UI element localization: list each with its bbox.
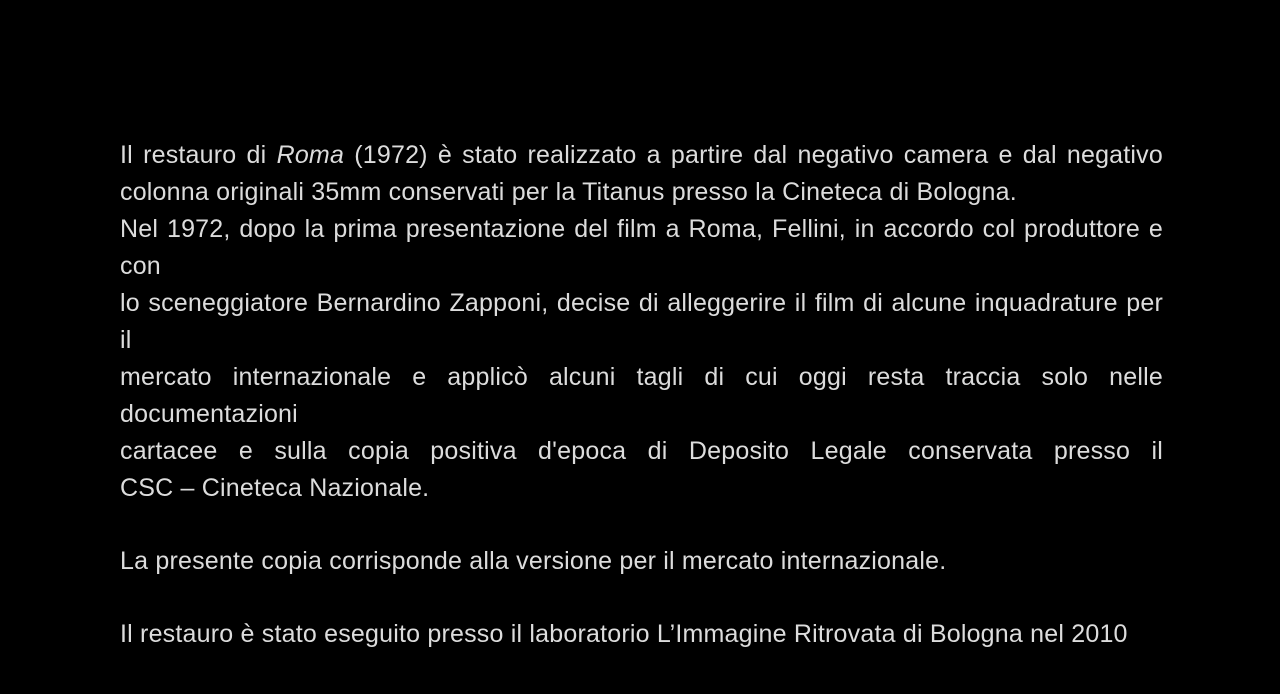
restoration-title-card <box>120 137 1163 653</box>
text-line: Il restauro è stato eseguito presso il laboratorio L’Immagine Ritrovata di Bologna nel 2010 <box>120 620 1128 648</box>
text-line: lo sceneggiatore Bernardino Zapponi, decise di alleggerire il film di alcune inquadrature per il <box>120 289 1163 354</box>
film-title: Roma <box>276 141 345 169</box>
text-line <box>120 137 1163 174</box>
text-line: cartacee e sulla copia positiva d'epoca di Deposito Legale conservata presso il <box>120 437 1163 465</box>
text-line: CSC – Cineteca Nazionale. <box>120 474 430 502</box>
text-line: mercato internazionale e applicò alcuni tagli di cui oggi resta traccia solo nelle documentazioni <box>120 363 1163 428</box>
paragraph-restoration-source <box>120 137 1163 211</box>
text-line: La presente copia corrisponde alla versione per il mercato internazionale. <box>120 547 947 575</box>
p1-segment-before-title: Il restauro di <box>120 141 277 169</box>
text-line: Nel 1972, dopo la prima presentazione del film a Roma, Fellini, in accordo col produttore e con <box>120 215 1163 280</box>
text-line: colonna originali 35mm conservati per la Titanus presso la Cineteca di Bologna. <box>120 178 1017 206</box>
p1-segment-after-title: (1972) è stato realizzato a partire dal negativo camera e dal negativo <box>344 141 1163 169</box>
paragraph-laboratory-credit <box>120 616 1163 653</box>
paragraph-copy-version <box>120 543 1163 580</box>
paragraph-1972-cuts <box>120 211 1163 507</box>
